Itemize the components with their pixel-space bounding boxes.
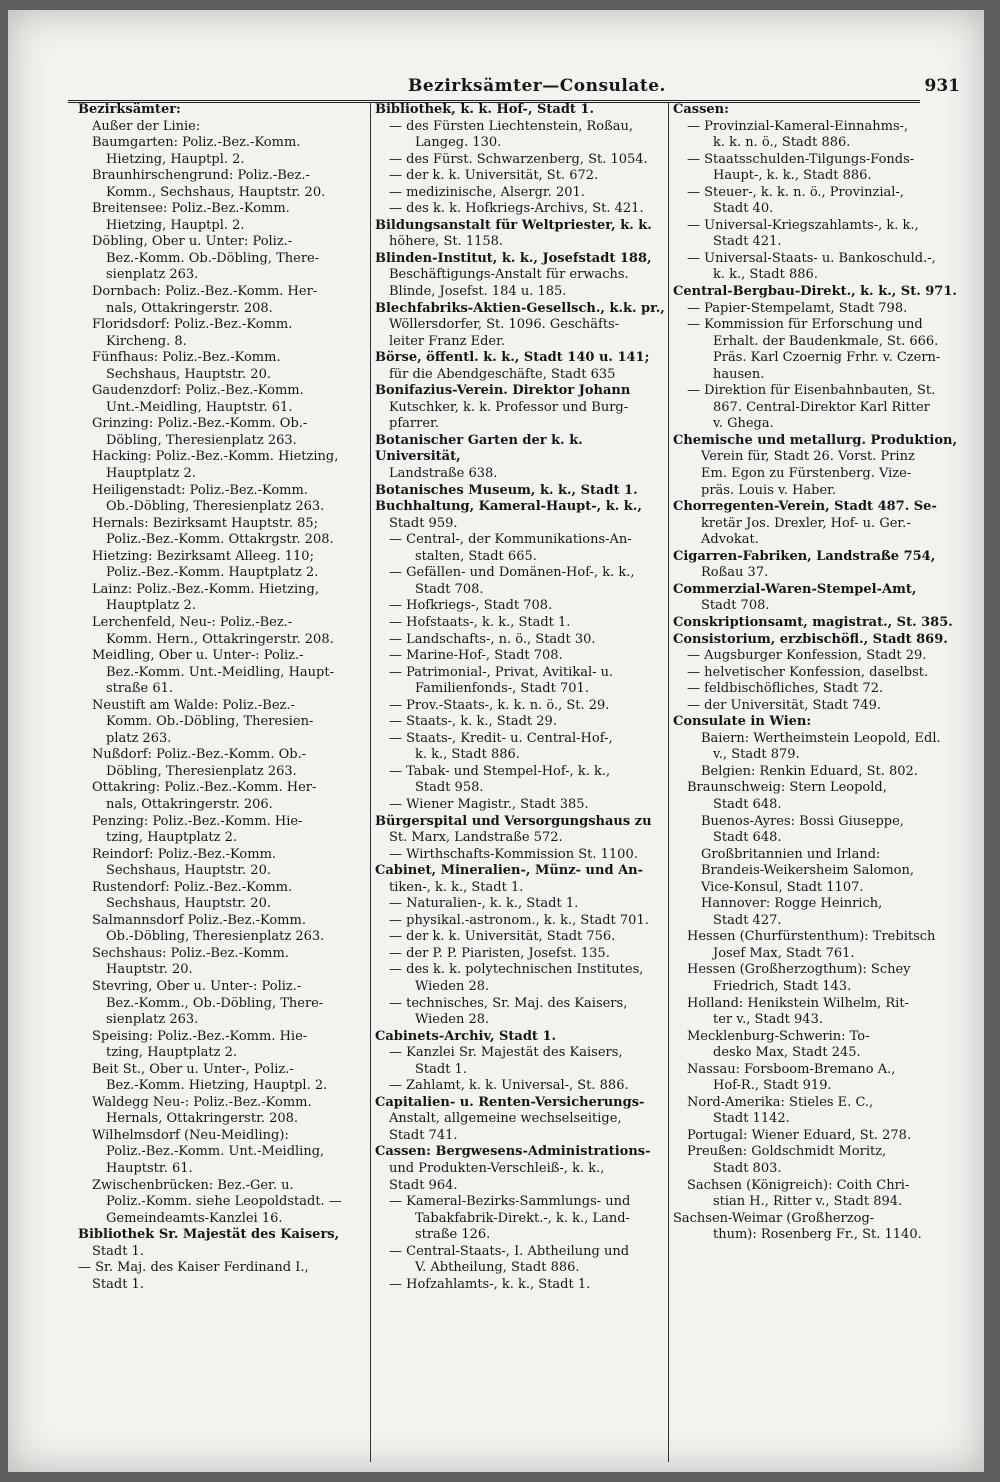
entry-line: — Hofstaats-, k. k., Stadt 1.: [389, 614, 571, 630]
entry-heading: Cabinets-Archiv, Stadt 1.: [375, 1028, 557, 1044]
entry-line: — des k. k. Hofkriegs-Archivs, St. 421.: [389, 201, 644, 217]
entry-line: tiken-, k. k., Stadt 1.: [389, 879, 524, 895]
entry-line: — Staats-, Kredit- u. Central-Hof-,: [389, 730, 613, 746]
entry-line: Döbling, Ober u. Unter: Poliz.-: [92, 234, 293, 250]
entry-line: — der Universität, Stadt 749.: [687, 697, 882, 713]
entry-line: Speising: Poliz.-Bez.-Komm. Hie-: [92, 1028, 308, 1044]
entry-line: Sechshaus, Hauptstr. 20.: [106, 896, 271, 912]
entry-line: — Steuer-, k. k. n. ö., Provinzial-,: [687, 184, 904, 200]
entry-line: Hof-R., Stadt 919.: [713, 1078, 832, 1094]
entry-line: — Prov.-Staats-, k. k. n. ö., St. 29.: [389, 697, 610, 713]
entry-line: — Central-, der Kommunikations-An-: [389, 532, 632, 548]
entry-line: — Tabak- und Stempel-Hof-, k. k.,: [389, 763, 611, 779]
entry-heading: Börse, öffentl. k. k., Stadt 140 u. 141;: [375, 350, 650, 366]
document-page: [8, 10, 984, 1472]
entry-line: Hessen (Churfürstenthum): Trebitsch: [687, 929, 936, 945]
entry-line: Heiligenstadt: Poliz.-Bez.-Komm.: [92, 482, 308, 498]
entry-line: Lainz: Poliz.-Bez.-Komm. Hietzing,: [92, 581, 319, 597]
entry-line: Salmannsdorf Poliz.-Bez.-Komm.: [92, 912, 306, 928]
entry-line: Döbling, Theresienplatz 263.: [106, 763, 297, 779]
entry-line: — der k. k. Universität, St. 672.: [389, 168, 599, 184]
entry-line: für die Abendgeschäfte, Stadt 635: [389, 366, 616, 382]
entry-line: tzing, Hauptplatz 2.: [106, 1045, 238, 1061]
entry-heading: Capitalien- u. Renten-Versicherungs-: [375, 1094, 645, 1110]
entry-line: Neustift am Walde: Poliz.-Bez.-: [92, 697, 295, 713]
entry-line: Nußdorf: Poliz.-Bez.-Komm. Ob.-: [92, 747, 307, 763]
entry-line: — Naturalien-, k. k., Stadt 1.: [389, 896, 579, 912]
entry-line: Familienfonds-, Stadt 701.: [415, 681, 589, 697]
entry-line: St. Marx, Landstraße 572.: [389, 830, 563, 846]
entry-line: Hannover: Rogge Heinrich,: [701, 896, 883, 912]
entry-line: Sachsen-Weimar (Großherzog-: [673, 1210, 875, 1226]
entry-line: Stadt 964.: [389, 1177, 458, 1193]
entry-line: Brandeis-Weikersheim Salomon,: [701, 863, 915, 879]
entry-line: Stadt 40.: [713, 201, 774, 217]
entry-line: k. k., Stadt 886.: [713, 267, 818, 283]
entry-line: Langeg. 130.: [415, 135, 502, 151]
entry-line: Reindorf: Poliz.-Bez.-Komm.: [92, 846, 277, 862]
entry-line: Komm., Sechshaus, Hauptstr. 20.: [106, 184, 326, 200]
entry-line: tzing, Hauptplatz 2.: [106, 830, 238, 846]
entry-line: Bez.-Komm. Hietzing, Hauptpl. 2.: [106, 1078, 328, 1094]
entry-line: Stadt 1.: [415, 1061, 467, 1077]
entry-heading: Botanisches Museum, k. k., Stadt 1.: [375, 482, 638, 498]
entry-line: Poliz.-Komm. siehe Leopoldstadt. —: [106, 1194, 342, 1210]
entry-line: desko Max, Stadt 245.: [713, 1045, 861, 1061]
entry-line: Präs. Karl Czoernig Frhr. v. Czern-: [713, 350, 941, 366]
entry-line: Stadt 648.: [713, 830, 782, 846]
entry-line: Hietzing, Hauptpl. 2.: [106, 217, 245, 233]
entry-line: Ob.-Döbling, Theresienplatz 263.: [106, 929, 325, 945]
entry-line: Lerchenfeld, Neu-: Poliz.-Bez.-: [92, 614, 293, 630]
entry-line: — Augsburger Konfession, Stadt 29.: [687, 648, 927, 664]
entry-line: sienplatz 263.: [106, 1012, 199, 1028]
entry-line: Hietzing: Bezirksamt Alleeg. 110;: [92, 548, 314, 564]
entry-line: Wieden 28.: [415, 1012, 490, 1028]
entry-line: Stadt 1.: [92, 1276, 144, 1292]
entry-line: Baumgarten: Poliz.-Bez.-Komm.: [92, 135, 301, 151]
entry-line: Floridsdorf: Poliz.-Bez.-Komm.: [92, 317, 293, 333]
entry-line: — Marine-Hof-, Stadt 708.: [389, 648, 563, 664]
entry-line: Buenos-Ayres: Bossi Giuseppe,: [701, 813, 904, 829]
entry-line: Vice-Konsul, Stadt 1107.: [701, 879, 864, 895]
entry-line: V. Abtheilung, Stadt 886.: [415, 1260, 580, 1276]
entry-line: — Wiener Magistr., Stadt 385.: [389, 796, 589, 812]
running-title: Bezirksämter—Consulate.: [408, 76, 666, 96]
entry-line: Sechshaus: Poliz.-Bez.-Komm.: [92, 945, 289, 961]
entry-line: Komm. Hern., Ottakringerstr. 208.: [106, 631, 334, 647]
entry-heading: Cigarren-Fabriken, Landstraße 754,: [673, 548, 936, 564]
entry-line: Poliz.-Bez.-Komm. Hauptplatz 2.: [106, 565, 319, 581]
entry-line: Bez.-Komm. Unt.-Meidling, Haupt-: [106, 664, 334, 680]
entry-line: Stadt 958.: [415, 780, 484, 796]
entry-line: Stadt 708.: [415, 581, 484, 597]
column-1: [78, 102, 358, 1293]
entry-line: Nord-Amerika: Stieles E. C.,: [687, 1094, 874, 1110]
entry-line: Ottakring: Poliz.-Bez.-Komm. Her-: [92, 780, 317, 796]
entry-line: Bez.-Komm., Ob.-Döbling, There-: [106, 995, 324, 1011]
entry-line: — Sr. Maj. des Kaiser Ferdinand I.,: [78, 1260, 309, 1276]
entry-line: — Kameral-Bezirks-Sammlungs- und: [389, 1194, 631, 1210]
page-header: [68, 74, 960, 104]
entry-line: Gaudenzdorf: Poliz.-Bez.-Komm.: [92, 383, 304, 399]
entry-line: — der k. k. Universität, Stadt 756.: [389, 929, 616, 945]
entry-heading: Cassen:: [673, 102, 729, 117]
entry-line: Blinde, Josefst. 184 u. 185.: [389, 284, 567, 300]
entry-line: Döbling, Theresienplatz 263.: [106, 432, 297, 448]
entry-line: Stevring, Ober u. Unter-: Poliz.-: [92, 978, 302, 994]
entry-line: kretär Jos. Drexler, Hof- u. Ger.-: [701, 515, 911, 531]
entry-line: Beschäftigungs-Anstalt für erwachs.: [389, 267, 629, 283]
entry-line: Roßau 37.: [701, 565, 769, 581]
entry-line: — Universal-Kriegszahlamts-, k. k.,: [687, 217, 919, 233]
entry-line: — Provinzial-Kameral-Einnahms-,: [687, 118, 909, 134]
entry-line: — helvetischer Konfession, daselbst.: [687, 664, 929, 680]
entry-line: präs. Louis v. Haber.: [701, 482, 837, 498]
entry-heading: Bibliothek Sr. Majestät des Kaisers,: [78, 1227, 340, 1243]
entry-line: Portugal: Wiener Eduard, St. 278.: [687, 1127, 912, 1143]
entry-line: — Patrimonial-, Privat, Avitikal- u.: [389, 664, 614, 680]
column-2: [370, 102, 665, 1462]
entry-line: Stadt 421.: [713, 234, 782, 250]
entry-line: Advokat.: [701, 532, 759, 548]
entry-line: Beit St., Ober u. Unter-, Poliz.-: [92, 1061, 294, 1077]
entry-heading: Chemische und metallurg. Produktion,: [673, 432, 957, 448]
entry-line: Stadt 741.: [389, 1127, 458, 1143]
entry-line: sienplatz 263.: [106, 267, 199, 283]
entry-line: Rustendorf: Poliz.-Bez.-Komm.: [92, 879, 293, 895]
entry-line: Kutschker, k. k. Professor und Burg-: [389, 399, 629, 415]
entry-line: thum): Rosenberg Fr., St. 1140.: [713, 1227, 922, 1243]
entry-line: straße 61.: [106, 681, 174, 697]
entry-line: höhere, St. 1158.: [389, 234, 504, 250]
entry-line: Landstraße 638.: [389, 466, 498, 482]
entry-heading: Consistorium, erzbischöfl., Stadt 869.: [673, 631, 948, 647]
entry-line: pfarrer.: [389, 416, 439, 432]
entry-line: — des Fürst. Schwarzenberg, St. 1054.: [389, 151, 648, 167]
entry-line: Sechshaus, Hauptstr. 20.: [106, 863, 271, 879]
entry-line: Poliz.-Bez.-Komm. Unt.-Meidling,: [106, 1144, 325, 1160]
entry-heading: Consulate in Wien:: [673, 714, 812, 730]
page-number: 931: [924, 76, 960, 96]
entry-line: Hernals, Ottakringerstr. 208.: [106, 1111, 299, 1127]
entry-line: Hauptstr. 61.: [106, 1161, 193, 1176]
entry-line: Hessen (Großherzogthum): Schey: [687, 962, 911, 978]
entry-line: Mecklenburg-Schwerin: To-: [687, 1028, 870, 1044]
entry-line: Meidling, Ober u. Unter-: Poliz.-: [92, 648, 304, 664]
entry-heading: Central-Bergbau-Direkt., k. k., St. 971.: [673, 284, 957, 300]
entry-heading: Cassen: Bergwesens-Administrations-: [375, 1144, 651, 1160]
entry-heading: Conskriptionsamt, magistrat., St. 385.: [673, 614, 953, 630]
entry-line: Anstalt, allgemeine wechselseitige,: [389, 1111, 622, 1127]
entry-line: Stadt 803.: [713, 1161, 782, 1176]
entry-line: Großbritannien und Irland:: [701, 846, 881, 862]
entry-line: Außer der Linie:: [92, 118, 201, 134]
entry-heading: Bürgerspital und Versorgungshaus zu: [375, 813, 652, 829]
entry-line: Verein für, Stadt 26. Vorst. Prinz: [701, 449, 915, 465]
entry-line: Gemeindeamts-Kanzlei 16.: [106, 1210, 283, 1226]
entry-line: nals, Ottakringerstr. 208.: [106, 300, 273, 316]
entry-heading: Commerzial-Waren-Stempel-Amt,: [673, 581, 917, 597]
entry-line: Hauptstr. 20.: [106, 962, 193, 978]
entry-line: Unt.-Meidling, Hauptstr. 61.: [106, 399, 293, 415]
entry-line: Haupt-, k. k., Stadt 886.: [713, 168, 872, 184]
entry-line: — Hofzahlamts-, k. k., Stadt 1.: [389, 1276, 591, 1292]
entry-line: k. k., Stadt 886.: [415, 747, 520, 763]
column-3: [668, 102, 963, 1462]
entry-line: k. k. n. ö., Stadt 886.: [713, 135, 851, 151]
entry-heading: Bezirksämter:: [78, 102, 181, 117]
entry-heading: Bildungsanstalt für Weltpriester, k. k.: [375, 217, 652, 233]
entry-line: Hietzing, Hauptpl. 2.: [106, 151, 245, 167]
entry-line: — Zahlamt, k. k. Universal-, St. 886.: [389, 1078, 629, 1094]
entry-line: Fünfhaus: Poliz.-Bez.-Komm.: [92, 350, 281, 366]
entry-line: Sachsen (Königreich): Coith Chri-: [687, 1177, 910, 1193]
entry-line: Wieden 28.: [415, 978, 490, 994]
entry-line: Hauptplatz 2.: [106, 598, 196, 614]
entry-line: — physikal.-astronom., k. k., Stadt 701.: [389, 912, 649, 928]
entry-line: hausen.: [713, 366, 765, 382]
entry-line: platz 263.: [106, 730, 172, 746]
entry-line: Stadt 427.: [713, 912, 782, 928]
entry-line: — Kommission für Erforschung und: [687, 317, 923, 333]
entry-line: Stadt 959.: [389, 515, 458, 531]
entry-line: Tabakfabrik-Direkt.-, k. k., Land-: [415, 1210, 630, 1226]
entry-line: Baiern: Wertheimstein Leopold, Edl.: [701, 730, 941, 746]
entry-line: Em. Egon zu Fürstenberg. Vize-: [701, 466, 912, 482]
entry-heading: Cabinet, Mineralien-, Münz- und An-: [375, 863, 643, 879]
entry-line: — Staatsschulden-Tilgungs-Fonds-: [687, 151, 915, 167]
entry-line: Bez.-Komm. Ob.-Döbling, There-: [106, 250, 320, 266]
entry-line: — Papier-Stempelamt, Stadt 798.: [687, 300, 908, 316]
entry-line: Zwischenbrücken: Bez.-Ger. u.: [92, 1177, 294, 1193]
entry-line: Sechshaus, Hauptstr. 20.: [106, 366, 271, 382]
entry-line: Wilhelmsdorf (Neu-Meidling):: [92, 1127, 289, 1143]
entry-line: — des k. k. polytechnischen Institutes,: [389, 962, 644, 978]
entry-line: — feldbischöfliches, Stadt 72.: [687, 681, 884, 697]
entry-line: Breitensee: Poliz.-Bez.-Komm.: [92, 201, 290, 217]
entry-line: nals, Ottakringerstr. 206.: [106, 796, 273, 812]
entry-heading: Botanischer Garten der k. k. Universität,: [375, 432, 583, 465]
entry-line: — Kanzlei Sr. Majestät des Kaisers,: [389, 1045, 623, 1061]
entry-line: ter v., Stadt 943.: [713, 1012, 823, 1028]
entry-line: — Landschafts-, n. ö., Stadt 30.: [389, 631, 596, 647]
entry-line: — Universal-Staats- u. Bankoschuld.-,: [687, 250, 936, 266]
entry-line: Grinzing: Poliz.-Bez.-Komm. Ob.-: [92, 416, 308, 432]
entry-line: — medizinische, Alsergr. 201.: [389, 184, 585, 200]
entry-line: Waldegg Neu-: Poliz.-Bez.-Komm.: [92, 1094, 312, 1110]
entry-line: Nassau: Forsboom-Bremano A.,: [687, 1061, 896, 1077]
entry-line: Josef Max, Stadt 761.: [713, 945, 855, 961]
entry-heading: Bibliothek, k. k. Hof-, Stadt 1.: [375, 102, 595, 117]
entry-line: — Gefällen- und Domänen-Hof-, k. k.,: [389, 565, 635, 581]
entry-line: Erhalt. der Baudenkmale, St. 666.: [713, 333, 939, 349]
entry-line: Braunhirschengrund: Poliz.-Bez.-: [92, 168, 310, 184]
entry-line: 867. Central-Direktor Karl Ritter: [713, 399, 930, 415]
entry-line: Braunschweig: Stern Leopold,: [687, 780, 887, 796]
entry-line: Dornbach: Poliz.-Bez.-Komm. Her-: [92, 284, 318, 300]
entry-line: stian H., Ritter v., Stadt 894.: [713, 1194, 903, 1210]
entry-line: Stadt 1142.: [713, 1111, 790, 1127]
entry-line: Kircheng. 8.: [106, 333, 187, 349]
entry-line: Hauptplatz 2.: [106, 466, 196, 482]
entry-line: stalten, Stadt 665.: [415, 548, 537, 564]
entry-line: leiter Franz Eder.: [389, 333, 506, 349]
entry-line: — technisches, Sr. Maj. des Kaisers,: [389, 995, 628, 1011]
entry-line: — des Fürsten Liechtenstein, Roßau,: [389, 118, 634, 134]
entry-line: Hacking: Poliz.-Bez.-Komm. Hietzing,: [92, 449, 339, 465]
entry-line: Preußen: Goldschmidt Moritz,: [687, 1144, 887, 1160]
entry-line: Komm. Ob.-Döbling, Theresien-: [106, 714, 314, 730]
entry-line: Stadt 1.: [92, 1243, 144, 1259]
entry-line: Ob.-Döbling, Theresienplatz 263.: [106, 499, 325, 515]
entry-heading: Blechfabriks-Aktien-Gesellsch., k.k. pr.,: [375, 300, 665, 316]
entry-line: Hernals: Bezirksamt Hauptstr. 85;: [92, 515, 319, 531]
entry-line: v., Stadt 879.: [713, 747, 800, 763]
entry-line: — Direktion für Eisenbahnbauten, St.: [687, 383, 936, 399]
entry-line: Poliz.-Bez.-Komm. Ottakrgstr. 208.: [106, 532, 334, 548]
entry-heading: Blinden-Institut, k. k., Josefstadt 188,: [375, 250, 652, 266]
entry-line: Stadt 648.: [713, 796, 782, 812]
entry-line: — der P. P. Piaristen, Josefst. 135.: [389, 945, 610, 961]
entry-line: Penzing: Poliz.-Bez.-Komm. Hie-: [92, 813, 303, 829]
entry-line: und Produkten-Verschleiß-, k. k.,: [389, 1161, 605, 1176]
entry-line: — Wirthschafts-Kommission St. 1100.: [389, 846, 638, 862]
entry-line: — Central-Staats-, I. Abtheilung und: [389, 1243, 630, 1259]
entry-heading: Buchhaltung, Kameral-Haupt-, k. k.,: [375, 499, 642, 515]
entry-line: Friedrich, Stadt 143.: [713, 978, 852, 994]
entry-line: — Hofkriegs-, Stadt 708.: [389, 598, 553, 614]
entry-line: Belgien: Renkin Eduard, St. 802.: [701, 763, 918, 779]
entry-line: Holland: Henikstein Wilhelm, Rit-: [687, 995, 909, 1011]
entry-heading: Bonifazius-Verein. Direktor Johann: [375, 383, 631, 399]
entry-heading: Chorregenten-Verein, Stadt 487. Se-: [673, 499, 937, 515]
entry-line: Wöllersdorfer, St. 1096. Geschäfts-: [389, 317, 620, 333]
entry-line: v. Ghega.: [713, 416, 774, 432]
entry-line: straße 126.: [415, 1227, 491, 1243]
entry-line: — Staats-, k. k., Stadt 29.: [389, 714, 557, 730]
entry-line: Stadt 708.: [701, 598, 770, 614]
